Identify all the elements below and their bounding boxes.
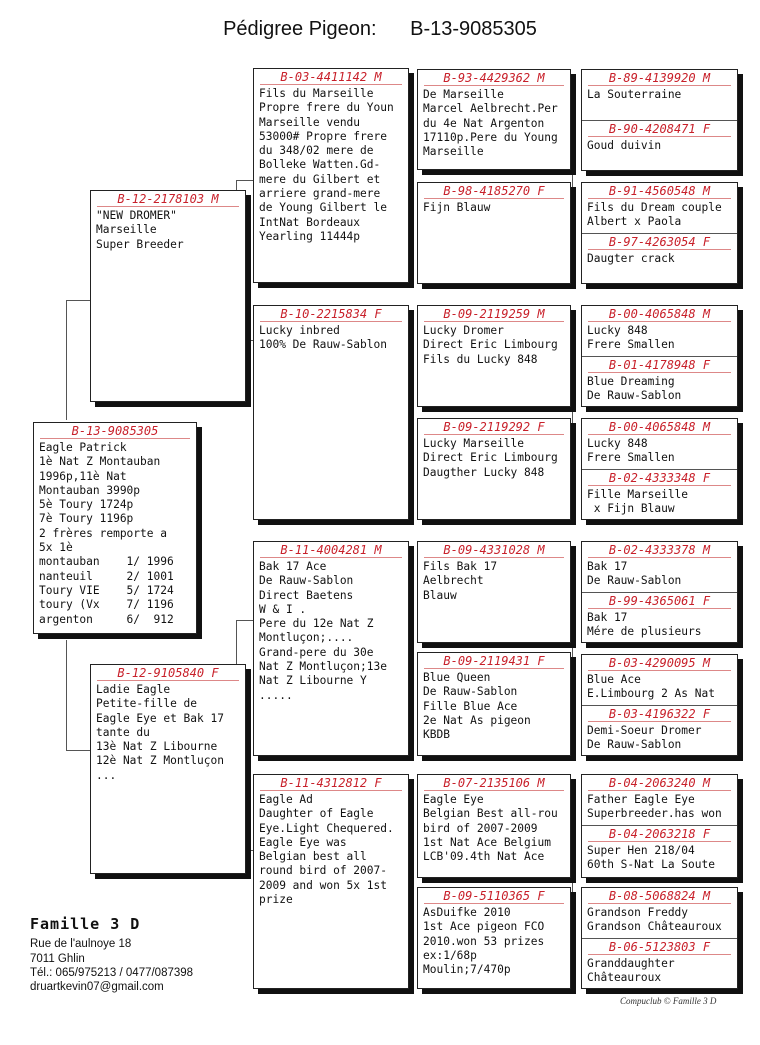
connector-line [572,820,573,930]
ggg-pair-card [581,541,738,643]
ring-number: B-07-2135106 M [424,775,564,791]
ggg-pair-card [581,305,738,407]
address-street: Rue de l'aulnoye 18 [30,938,132,950]
pigeon-notes: Super Hen 218/04 60th S-Nat La Soute [587,844,715,872]
ring-number: B-11-4004281 M [260,542,402,558]
pigeon-notes: Fijn Blauw [423,201,491,214]
pigeon-notes: "NEW DROMER" Marseille Super Breeder [96,209,184,251]
pigeon-notes: Eagle Patrick 1è Nat Z Montauban 1996p,11è Nat Montauban 3990p 5è Toury 1724p 7è Toury 1196p 2 frères remporte a 5x 1è montauban 1/ 1996 nanteuil 2/ 1001 Toury VIE 5/ 1724 toury (Vx 7/ 1196 argenton 6/ 912 [39,441,174,626]
dam-card [90,664,246,874]
ggg-dam [582,120,737,172]
loft-name: Famille 3 D [30,915,141,933]
great-grandparent-card [417,69,571,170]
ring-number: B-09-2119259 M [424,306,564,322]
pigeon-notes: La Souterraine [587,88,682,101]
pigeon-notes: Fille Marseille x Fijn Blauw [587,488,689,516]
ring-number: B-00-4065848 M [588,306,731,322]
pigeon-notes: Blue Ace E.Limbourg 2 As Nat [587,673,715,701]
ggg-dam [582,705,737,757]
grandsire-paternal-card [253,68,409,283]
pigeon-notes: Bak 17 Ace De Rauw-Sablon Direct Baetens W & I . Pere du 12e Nat Z Montluçon;.... Grand-pere du 30e Nat Z Montluçon;13e Nat Z Libourne Y ..... [259,560,387,702]
ring-number: B-12-9105840 F [97,665,239,681]
copyright-note: Compuclub © Famille 3 D [620,996,717,1006]
ring-number: B-03-4290095 M [588,655,731,671]
ring-number: B-10-2215834 F [260,306,402,322]
pigeon-notes: Lucky Marseille Direct Eric Limbourg Daugther Lucky 848 [423,437,558,479]
ring-number: B-89-4139920 M [588,70,731,86]
ring-number: B-00-4065848 M [588,419,731,435]
ggg-dam [582,469,737,521]
pigeon-notes: Daugter crack [587,252,675,265]
great-grandparent-card [417,774,571,878]
pigeon-notes: Bak 17 Mére de plusieurs [587,611,702,639]
pigeon-notes: Eagle Eye Belgian Best all-rou bird of 2007-2009 1st Nat Ace Belgium LCB'09.4th Nat Ace [423,793,558,864]
ggg-pair-card [581,654,738,756]
ring-number: B-97-4263054 F [588,234,731,250]
great-grandparent-card [417,182,571,284]
pigeon-notes: Fils Bak 17 Aelbrecht Blauw [423,560,498,602]
ggg-dam [582,356,737,408]
pigeon-notes: Granddaughter Châteauroux [587,957,675,985]
email-address: druartkevin07@gmail.com [30,981,164,993]
ring-number: B-90-4208471 F [588,121,731,137]
ggg-dam [582,592,737,644]
pigeon-notes: Father Eagle Eye Superbreeder.has won [587,793,722,821]
pigeon-notes: Blue Dreaming De Rauw-Sablon [587,375,682,403]
ring-number: B-93-4429362 M [424,70,564,86]
page-title [0,18,760,41]
grandsire-maternal-card [253,541,409,756]
ring-number: B-91-4560548 M [588,183,731,199]
ggg-dam [582,825,737,879]
pigeon-notes: Grandson Freddy Grandson Châteauroux [587,906,722,934]
title-ring: B-13-9085305 [410,18,537,40]
pigeon-notes: Fils du Dream couple Albert x Paola [587,201,722,229]
connector-line [236,620,254,621]
address-city: 7011 Ghlin [30,953,85,965]
ring-number: B-03-4196322 F [588,706,731,722]
great-grandparent-card [417,418,571,520]
connector-line [236,180,254,181]
ggg-sire [582,775,737,825]
ring-number: B-09-2119292 F [424,419,564,435]
ring-number: B-09-5110365 F [424,888,564,904]
pigeon-notes: De Marseille Marcel Aelbrecht.Per du 4e Nat Argenton 17110p.Pere du Young Marseille [423,88,558,159]
ggg-dam [582,233,737,285]
pigeon-notes: AsDuifke 2010 1st Ace pigeon FCO 2010.won 53 prizes ex:1/68p Moulin;7/470p [423,906,545,977]
pigeon-notes: Lucky Dromer Direct Eric Limbourg Fils du Lucky 848 [423,324,558,366]
connector-line [66,300,90,301]
ring-number: B-12-2178103 M [97,191,239,207]
ring-number: B-04-2063218 F [588,826,731,842]
great-grandparent-card [417,305,571,407]
pigeon-notes: Bak 17 De Rauw-Sablon [587,560,682,588]
ring-number: B-09-4331028 M [424,542,564,558]
ring-number: B-02-4333378 M [588,542,731,558]
ring-number: B-01-4178948 F [588,357,731,373]
ggg-pair-card [581,887,738,989]
connector-line [66,750,90,751]
ring-number: B-02-4333348 F [588,470,731,486]
great-grandparent-card [417,541,571,643]
pigeon-notes: Lucky inbred 100% De Rauw-Sablon [259,324,387,352]
granddam-maternal-card [253,774,409,989]
connector-line [572,340,573,450]
pigeon-notes: Fils du Marseille Propre frere du Youn Marseille vendu 53000# Propre frere du 348/02 mere de Bolleke Watten.Gd- mere du Gilbert et arriere grand-mere de Young Gilbert le IntNat Bordeaux Yearling 11444p [259,87,394,243]
ring-number: B-03-4411142 M [260,69,402,85]
subject-pigeon-card [33,422,197,634]
great-grandparent-card [417,887,571,989]
pigeon-notes: Goud duivin [587,139,662,152]
ring-number: B-99-4365061 F [588,593,731,609]
ggg-sire [582,888,737,938]
ggg-pair-card [581,182,738,284]
ggg-pair-card [581,774,738,878]
pigeon-notes: Lucky 848 Frere Smallen [587,324,675,352]
ggg-sire [582,542,737,592]
connector-line [66,640,67,750]
ring-number: B-13-9085305 [40,423,190,439]
ggg-pair-card [581,418,738,520]
ggg-sire [582,70,737,120]
connector-line [66,300,67,420]
ring-number: B-11-4312812 F [260,775,402,791]
pigeon-notes: Lucky 848 Frere Smallen [587,437,675,465]
pigeon-notes: Ladie Eagle Petite-fille de Eagle Eye et Bak 17 tante du 13è Nat Z Libourne 12è Nat Z Montluçon ... [96,683,224,782]
ggg-dam [582,938,737,990]
ggg-sire [582,419,737,469]
ggg-sire [582,306,737,356]
connector-line [572,110,573,210]
pigeon-notes: Demi-Soeur Dromer De Rauw-Sablon [587,724,702,752]
connector-line [572,580,573,690]
ggg-sire [582,655,737,705]
ring-number: B-04-2063240 M [588,775,731,791]
granddam-paternal-card [253,305,409,520]
great-grandparent-card [417,652,571,756]
pigeon-notes: Blue Queen De Rauw-Sablon Fille Blue Ace 2e Nat As pigeon KBDB [423,671,531,742]
ring-number: B-09-2119431 F [424,653,564,669]
ring-number: B-06-5123803 F [588,939,731,955]
ring-number: B-08-5068824 M [588,888,731,904]
sire-card [90,190,246,402]
ggg-pair-card [581,69,738,171]
title-label: Pédigree Pigeon: [223,18,377,40]
pigeon-notes: Eagle Ad Daughter of Eagle Eye.Light Chequered. Eagle Eye was Belgian best all round bird of 2007- 2009 and won 5x 1st prize [259,793,394,907]
ring-number: B-98-4185270 F [424,183,564,199]
ggg-sire [582,183,737,233]
phone-numbers: Tél.: 065/975213 / 0477/087398 [30,967,194,979]
